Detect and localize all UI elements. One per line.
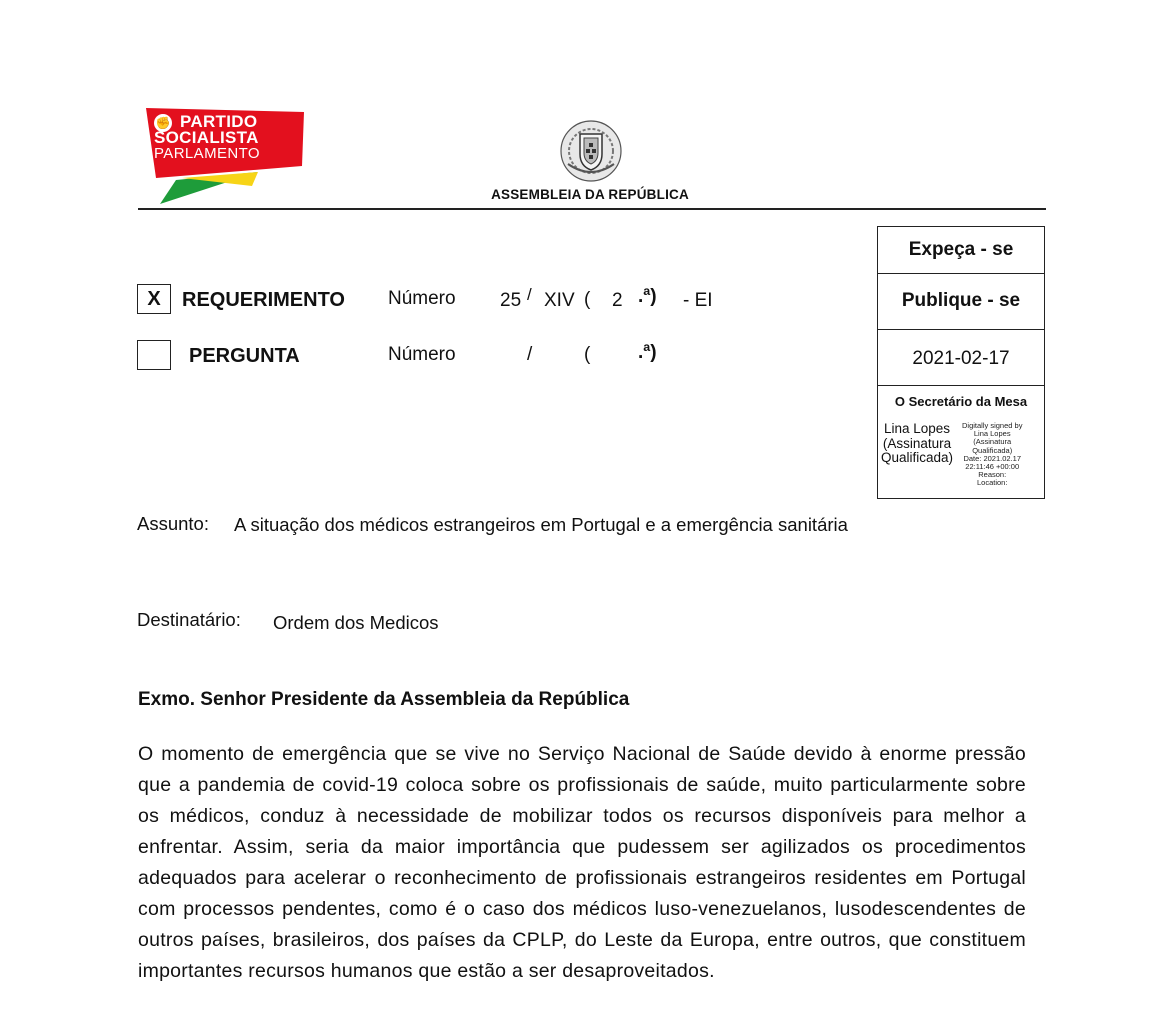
coat-of-arms-emblem: [558, 118, 624, 184]
assunto-label: Assunto:: [137, 513, 209, 534]
requerimento-number-label: Número: [388, 288, 456, 309]
requerimento-legislature: XIV: [544, 290, 575, 311]
stamp-signature-block: [878, 386, 1044, 498]
pergunta-open-paren: (: [584, 344, 591, 365]
body-paragraph: O momento de emergência que se vive no Serviço Nacional de Saúde devido à enorme pressão que a pandemia de covid-19 coloca sobre os profissionais de saúde, muito particularmente sobre os médicos, conduz à necessidade de mobilizar todos os recursos disponíveis para melhor a enfrentar. Assim, seria da maior importância que pudessem ser agilizados os procedimentos adequados para acelerar o reconhecimento de profissionais estrangeiros residentes em Portugal com processos pendentes, como é o caso dos médicos luso-venezuelanos, lusodescendentes de outros países, brasileiros, dos países da CPLP, do Leste da Europa, entre outros, que constituem importantes recursos humanos que estão a ser desaproveitados.: [138, 743, 1026, 982]
salutation: Exmo. Senhor Presidente da Assembleia da República: [138, 689, 630, 710]
stamp-expeca: Expeça - se: [878, 227, 1044, 274]
logo-line-socialista: SOCIALISTA: [154, 128, 259, 147]
sig-meta-line: Date: 2021.02.17: [963, 453, 1021, 463]
assunto-value: A situação dos médicos estrangeiros em Portugal e a emergência sanitária: [234, 514, 848, 535]
sig-meta-line: (Assinatura: [973, 437, 1012, 447]
stamp-date: 2021-02-17: [878, 330, 1044, 386]
logo-line-partido: PARTIDO: [180, 112, 258, 131]
sig-meta-line: Reason:: [978, 470, 1007, 480]
requerimento-suffix: - EI: [683, 290, 713, 311]
fist-rose-icon: ✊: [155, 116, 171, 130]
signer-line: (Assinatura: [882, 435, 952, 451]
sig-meta-line: Qualificada): [972, 445, 1013, 455]
header-divider: [138, 208, 1046, 210]
requerimento-ordinal: .ª): [638, 286, 657, 307]
destinatario-value: Ordem dos Medicos: [273, 612, 439, 633]
signer-name: [881, 422, 953, 466]
assembly-name: ASSEMBLEIA DA REPÚBLICA: [491, 187, 689, 202]
signer-line: Qualificada): [881, 450, 954, 465]
pergunta-ordinal: .ª): [638, 342, 657, 363]
requerimento-session: 2: [612, 290, 623, 311]
requerimento-slash: /: [527, 285, 532, 304]
signer-line: Lina Lopes: [883, 421, 951, 436]
requerimento-number: 25: [500, 290, 522, 311]
sig-meta-line: Location:: [977, 478, 1008, 488]
requerimento-checkbox[interactable]: X: [137, 284, 171, 314]
requerimento-open-paren: (: [584, 289, 591, 310]
party-logo-text: [154, 114, 260, 162]
stamp-secretary-title: O Secretário da Mesa: [894, 394, 1028, 409]
pergunta-label: PERGUNTA: [189, 345, 300, 367]
logo-line-parlamento: PARLAMENTO: [154, 145, 260, 162]
stamp-publique: Publique - se: [878, 274, 1044, 330]
pergunta-checkbox[interactable]: [137, 340, 171, 370]
destinatario-label: Destinatário:: [137, 609, 241, 630]
party-logo: [146, 108, 306, 204]
pergunta-number-label: Número: [388, 344, 456, 365]
pergunta-slash: /: [527, 344, 533, 365]
digital-signature-details: [962, 422, 1022, 488]
requerimento-label: REQUERIMENTO: [182, 289, 345, 311]
sig-meta-line: Digitally signed by: [962, 421, 1023, 430]
dispatch-stamp: [877, 226, 1045, 499]
sig-meta-line: Lina Lopes: [973, 429, 1011, 439]
sig-meta-line: 22:11:46 +00:00: [965, 462, 1020, 472]
